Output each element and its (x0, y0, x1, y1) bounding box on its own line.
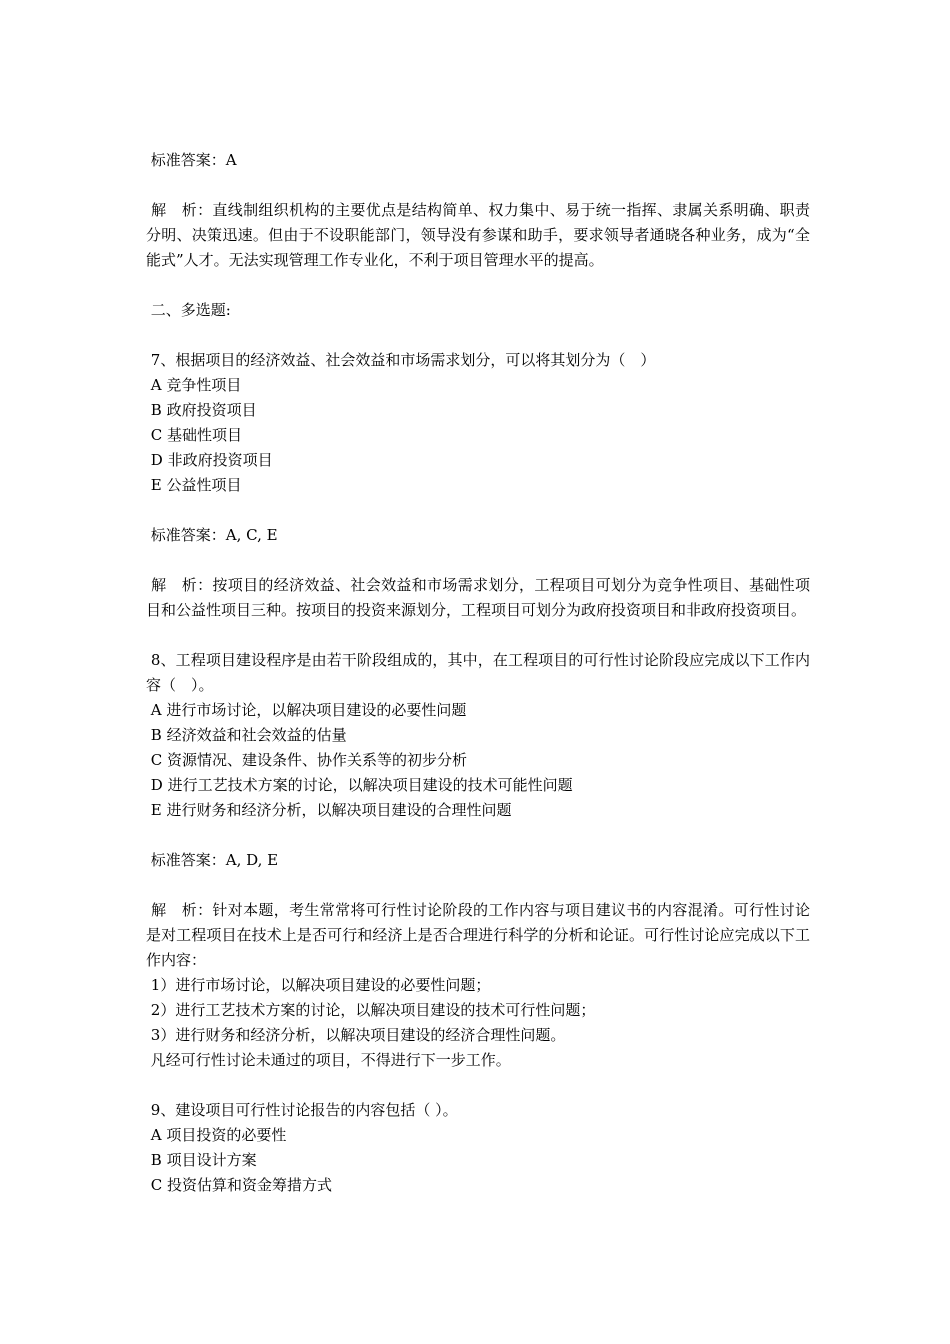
q8-analysis-item-3: 3）进行财务和经济分析，以解决项目建设的经济合理性问题。 (146, 1026, 566, 1044)
q7-answer: 标准答案：A, C, E (146, 526, 278, 544)
q8-option-b: B 经济效益和社会效益的估量 (146, 726, 347, 744)
q8-option-d: D 进行工艺技术方案的讨论，以解决项目建设的技术可能性问题 (146, 776, 573, 794)
q7-option-e: E 公益性项目 (146, 476, 242, 494)
q8-analysis-item-1: 1）进行市场讨论，以解决项目建设的必要性问题； (146, 976, 491, 994)
q7-stem: 7、根据项目的经济效益、社会效益和市场需求划分，可以将其划分为（ ） (146, 351, 656, 369)
q7-option-c: C 基础性项目 (146, 426, 243, 444)
q7-option-a: A 竞争性项目 (146, 376, 242, 394)
q8-analysis-note: 凡经可行性讨论未通过的项目，不得进行下一步工作。 (146, 1051, 511, 1069)
q9-stem: 9、建设项目可行性讨论报告的内容包括（ ）。 (146, 1101, 458, 1119)
q8-stem: 8、工程项目建设程序是由若干阶段组成的，其中，在工程项目的可行性讨论阶段应完成以下工作内容（ ）。 (146, 651, 810, 694)
q8-answer: 标准答案：A, D, E (146, 851, 279, 869)
q8-analysis: 解 析：针对本题，考生常常将可行性讨论阶段的工作内容与项目建议书的内容混淆。可行性讨论是对工程项目在技术上是否可行和经济上是否合理进行科学的分析和论证。可行性讨论应完成以下工作内容： (146, 901, 810, 969)
q8-option-c: C 资源情况、建设条件、协作关系等的初步分析 (146, 751, 468, 769)
q8-option-e: E 进行财务和经济分析，以解决项目建设的合理性问题 (146, 801, 512, 819)
q8-option-a: A 进行市场讨论，以解决项目建设的必要性问题 (146, 701, 467, 719)
answer-prev: 标准答案：A (146, 151, 237, 169)
document-page (146, 148, 810, 1198)
analysis-prev: 解 析：直线制组织机构的主要优点是结构简单、权力集中、易于统一指挥、隶属关系明确、职责分明、决策迅速。但由于不设职能部门，领导没有参谋和助手，要求领导者通晓各种业务，成为“全能式”人才。无法实现管理工作专业化，不利于项目管理水平的提高。 (146, 201, 810, 269)
q7-option-d: D 非政府投资项目 (146, 451, 273, 469)
section-title: 二、多选题: (146, 301, 231, 319)
q8-analysis-item-2: 2）进行工艺技术方案的讨论，以解决项目建设的技术可行性问题； (146, 1001, 596, 1019)
q9-option-c: C 投资估算和资金筹措方式 (146, 1176, 333, 1194)
q9-option-a: A 项目投资的必要性 (146, 1126, 287, 1144)
q7-option-b: B 政府投资项目 (146, 401, 257, 419)
q7-analysis: 解 析：按项目的经济效益、社会效益和市场需求划分，工程项目可划分为竞争性项目、基础性项目和公益性项目三种。按项目的投资来源划分，工程项目可划分为政府投资项目和非政府投资项目。 (146, 576, 810, 619)
q9-option-b: B 项目设计方案 (146, 1151, 257, 1169)
